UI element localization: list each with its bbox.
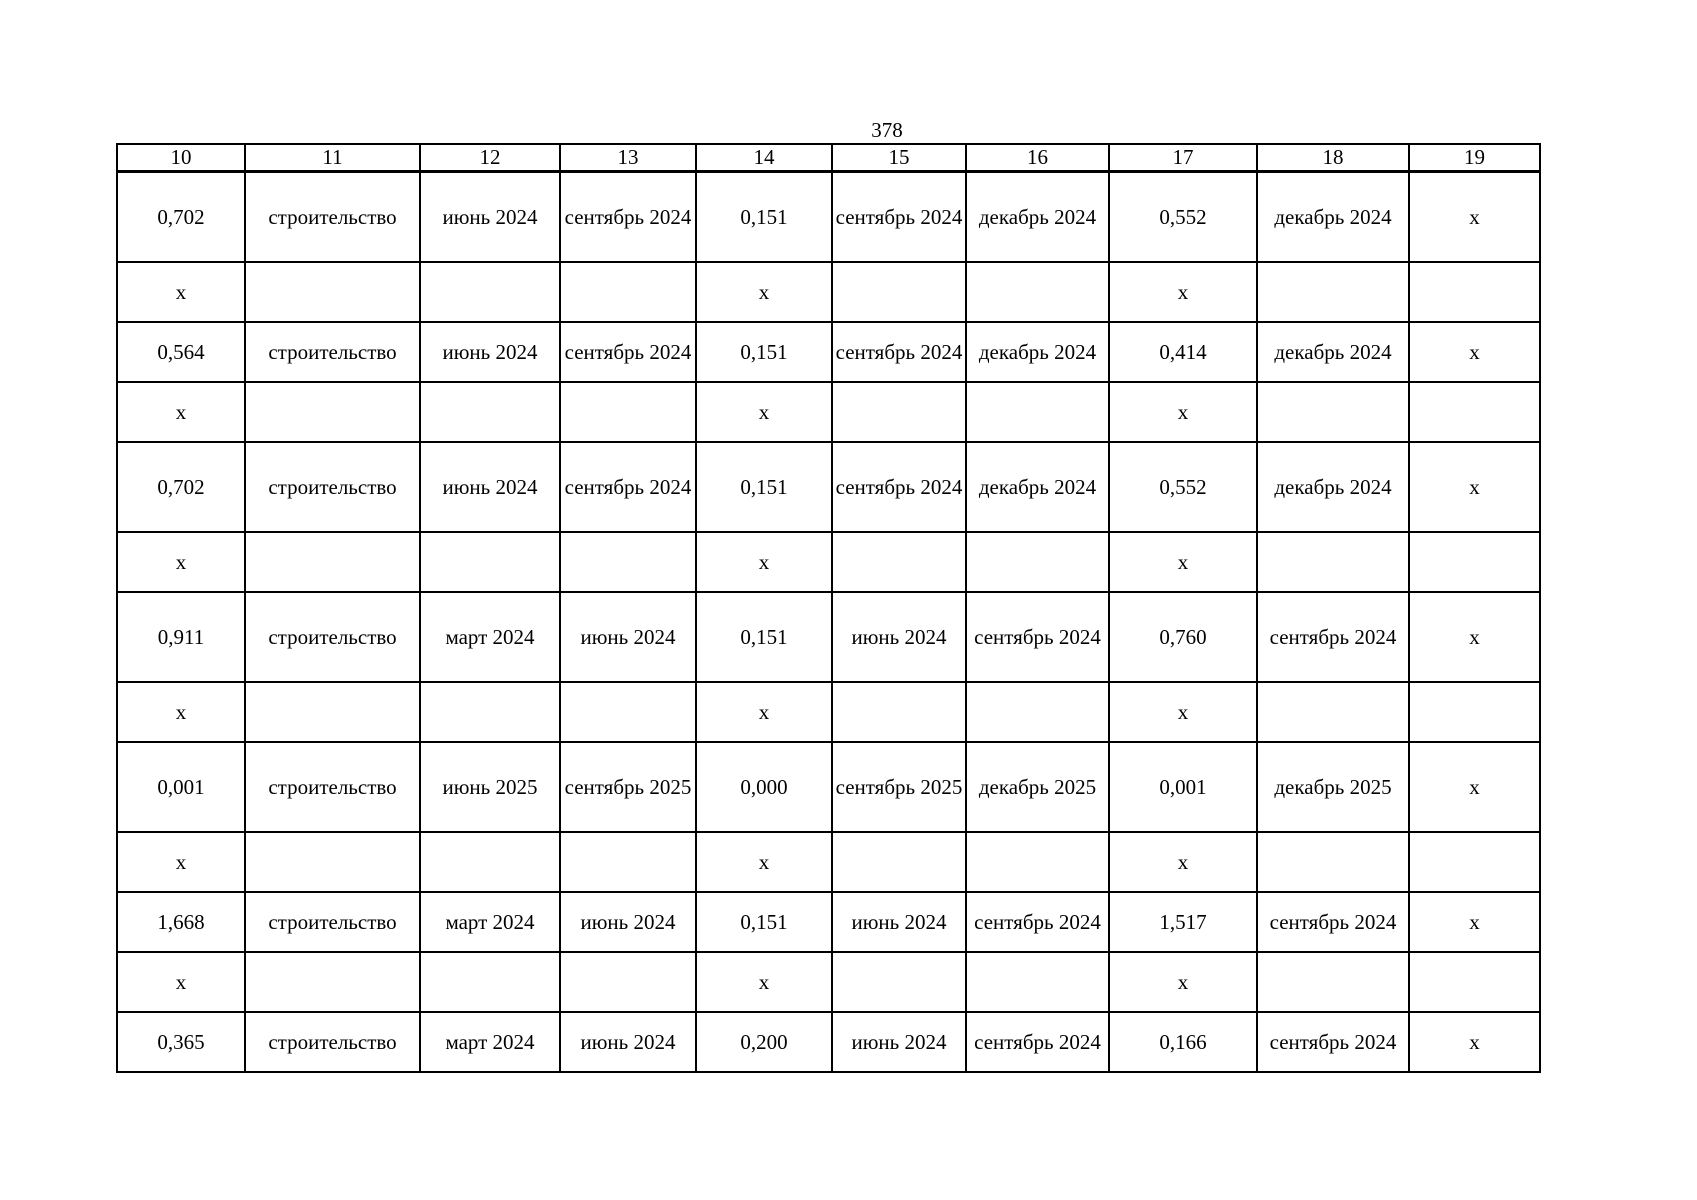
table-cell-col-14: 0,151: [696, 592, 832, 682]
table-cell-col-16: декабрь 2025: [966, 742, 1109, 832]
table-row: [117, 172, 1540, 263]
table-cell-col-14: 0,000: [696, 742, 832, 832]
table-cell-col-12: [420, 952, 560, 1012]
table-cell-col-15: сентябрь 2024: [832, 172, 966, 263]
table-cell-col-19: [1409, 532, 1540, 592]
table-cell-col-18: декабрь 2024: [1257, 172, 1409, 263]
table-cell-col-12: июнь 2024: [420, 322, 560, 382]
table-cell-col-12: [420, 532, 560, 592]
table-cell-col-15: июнь 2024: [832, 592, 966, 682]
table-cell-col-14: 0,151: [696, 322, 832, 382]
table-cell-col-13: [560, 682, 696, 742]
table-cell-col-10: x: [117, 952, 245, 1012]
table-cell-col-17: x: [1109, 682, 1257, 742]
table-row: [117, 952, 1540, 1012]
table-cell-col-16: [966, 952, 1109, 1012]
column-header-col-13: 13: [560, 144, 696, 172]
table-cell-col-12: июнь 2024: [420, 442, 560, 532]
table-cell-col-15: июнь 2024: [832, 1012, 966, 1072]
table-cell-col-12: [420, 382, 560, 442]
table-row: [117, 442, 1540, 532]
column-header-col-18: 18: [1257, 144, 1409, 172]
table-cell-col-13: сентябрь 2025: [560, 742, 696, 832]
table-cell-col-16: сентябрь 2024: [966, 892, 1109, 952]
table-cell-col-19: x: [1409, 742, 1540, 832]
table-cell-col-18: [1257, 832, 1409, 892]
table-cell-col-11: строительство: [245, 892, 420, 952]
table-cell-col-13: июнь 2024: [560, 892, 696, 952]
table-cell-col-19: [1409, 262, 1540, 322]
table-cell-col-17: 0,166: [1109, 1012, 1257, 1072]
table-cell-col-13: [560, 952, 696, 1012]
table-row: [117, 742, 1540, 832]
table-cell-col-17: 0,552: [1109, 442, 1257, 532]
table-cell-col-17: x: [1109, 832, 1257, 892]
table-cell-col-19: x: [1409, 322, 1540, 382]
table-cell-col-19: [1409, 682, 1540, 742]
table-cell-col-11: строительство: [245, 742, 420, 832]
table-cell-col-10: 0,702: [117, 172, 245, 263]
table-cell-col-13: [560, 532, 696, 592]
table-cell-col-10: x: [117, 532, 245, 592]
table-cell-col-18: [1257, 382, 1409, 442]
table-cell-col-19: [1409, 832, 1540, 892]
table-cell-col-11: [245, 952, 420, 1012]
table-cell-col-16: декабрь 2024: [966, 442, 1109, 532]
table-cell-col-10: 0,365: [117, 1012, 245, 1072]
table-row: [117, 322, 1540, 382]
table-cell-col-18: декабрь 2025: [1257, 742, 1409, 832]
table-cell-col-12: июнь 2024: [420, 172, 560, 263]
table-cell-col-15: сентябрь 2025: [832, 742, 966, 832]
table-cell-col-16: [966, 682, 1109, 742]
table-cell-col-11: [245, 832, 420, 892]
table-cell-col-17: x: [1109, 382, 1257, 442]
table-cell-col-15: [832, 532, 966, 592]
table-cell-col-10: 1,668: [117, 892, 245, 952]
table-cell-col-18: [1257, 952, 1409, 1012]
column-header-col-15: 15: [832, 144, 966, 172]
data-table: [116, 143, 1541, 1073]
table-cell-col-11: строительство: [245, 172, 420, 263]
table-cell-col-19: [1409, 382, 1540, 442]
table-cell-col-13: сентябрь 2024: [560, 322, 696, 382]
table-cell-col-17: 1,517: [1109, 892, 1257, 952]
table-cell-col-11: строительство: [245, 1012, 420, 1072]
table-cell-col-17: x: [1109, 532, 1257, 592]
column-header-col-14: 14: [696, 144, 832, 172]
table-cell-col-14: x: [696, 382, 832, 442]
table-cell-col-13: [560, 262, 696, 322]
table-cell-col-12: март 2024: [420, 892, 560, 952]
table-cell-col-11: [245, 682, 420, 742]
table-cell-col-18: декабрь 2024: [1257, 442, 1409, 532]
table-cell-col-16: сентябрь 2024: [966, 592, 1109, 682]
table-cell-col-15: [832, 262, 966, 322]
table-cell-col-15: июнь 2024: [832, 892, 966, 952]
table-cell-col-12: [420, 682, 560, 742]
table-cell-col-18: декабрь 2024: [1257, 322, 1409, 382]
table-cell-col-14: 0,200: [696, 1012, 832, 1072]
table-row: [117, 532, 1540, 592]
table-cell-col-14: x: [696, 682, 832, 742]
table-cell-col-19: x: [1409, 892, 1540, 952]
table-cell-col-12: [420, 262, 560, 322]
table-row: [117, 892, 1540, 952]
table-cell-col-12: [420, 832, 560, 892]
column-header-col-19: 19: [1409, 144, 1540, 172]
table-cell-col-18: сентябрь 2024: [1257, 592, 1409, 682]
table-cell-col-18: сентябрь 2024: [1257, 892, 1409, 952]
table-cell-col-16: декабрь 2024: [966, 322, 1109, 382]
table-cell-col-10: 0,001: [117, 742, 245, 832]
table-cell-col-12: март 2024: [420, 592, 560, 682]
table-header-row: [117, 144, 1540, 172]
table-cell-col-15: сентябрь 2024: [832, 442, 966, 532]
table-cell-col-10: x: [117, 262, 245, 322]
table-cell-col-17: 0,760: [1109, 592, 1257, 682]
column-header-col-11: 11: [245, 144, 420, 172]
table-cell-col-19: [1409, 952, 1540, 1012]
table-cell-col-15: [832, 832, 966, 892]
table-row: [117, 262, 1540, 322]
table-row: [117, 382, 1540, 442]
table-cell-col-17: 0,552: [1109, 172, 1257, 263]
table-cell-col-13: сентябрь 2024: [560, 442, 696, 532]
table-cell-col-17: 0,414: [1109, 322, 1257, 382]
table-cell-col-18: [1257, 262, 1409, 322]
table-cell-col-14: x: [696, 262, 832, 322]
table-cell-col-16: [966, 262, 1109, 322]
column-header-col-17: 17: [1109, 144, 1257, 172]
table-cell-col-15: [832, 952, 966, 1012]
table-cell-col-17: 0,001: [1109, 742, 1257, 832]
table-cell-col-16: [966, 532, 1109, 592]
table-cell-col-18: сентябрь 2024: [1257, 1012, 1409, 1072]
table-cell-col-18: [1257, 682, 1409, 742]
page-number: 378: [871, 118, 903, 142]
table-cell-col-11: строительство: [245, 442, 420, 532]
table-cell-col-14: x: [696, 832, 832, 892]
table-cell-col-17: x: [1109, 262, 1257, 322]
table-cell-col-18: [1257, 532, 1409, 592]
table-cell-col-11: [245, 532, 420, 592]
table-cell-col-13: июнь 2024: [560, 592, 696, 682]
table-cell-col-14: 0,151: [696, 442, 832, 532]
table-cell-col-16: сентябрь 2024: [966, 1012, 1109, 1072]
table-cell-col-16: декабрь 2024: [966, 172, 1109, 263]
table-cell-col-19: x: [1409, 1012, 1540, 1072]
table-cell-col-13: [560, 832, 696, 892]
table-cell-col-11: строительство: [245, 322, 420, 382]
table-cell-col-10: x: [117, 682, 245, 742]
table-cell-col-19: x: [1409, 172, 1540, 263]
table-cell-col-10: 0,564: [117, 322, 245, 382]
table-cell-col-16: [966, 382, 1109, 442]
table-cell-col-11: [245, 262, 420, 322]
table-row: [117, 832, 1540, 892]
table-cell-col-15: [832, 682, 966, 742]
table-cell-col-16: [966, 832, 1109, 892]
table-cell-col-13: [560, 382, 696, 442]
table-cell-col-10: 0,702: [117, 442, 245, 532]
table-cell-col-12: март 2024: [420, 1012, 560, 1072]
table-cell-col-13: сентябрь 2024: [560, 172, 696, 263]
column-header-col-10: 10: [117, 144, 245, 172]
table-cell-col-14: x: [696, 532, 832, 592]
table-cell-col-10: x: [117, 382, 245, 442]
table-cell-col-15: [832, 382, 966, 442]
table-cell-col-17: x: [1109, 952, 1257, 1012]
table-cell-col-11: строительство: [245, 592, 420, 682]
table-row: [117, 682, 1540, 742]
table-cell-col-14: 0,151: [696, 172, 832, 263]
table-cell-col-15: сентябрь 2024: [832, 322, 966, 382]
table-cell-col-19: x: [1409, 592, 1540, 682]
table-cell-col-13: июнь 2024: [560, 1012, 696, 1072]
table-row: [117, 1012, 1540, 1072]
table-cell-col-10: 0,911: [117, 592, 245, 682]
table-cell-col-14: x: [696, 952, 832, 1012]
table-row: [117, 592, 1540, 682]
table-cell-col-14: 0,151: [696, 892, 832, 952]
table-cell-col-10: x: [117, 832, 245, 892]
table-cell-col-12: июнь 2025: [420, 742, 560, 832]
table-cell-col-19: x: [1409, 442, 1540, 532]
column-header-col-16: 16: [966, 144, 1109, 172]
column-header-col-12: 12: [420, 144, 560, 172]
table-cell-col-11: [245, 382, 420, 442]
